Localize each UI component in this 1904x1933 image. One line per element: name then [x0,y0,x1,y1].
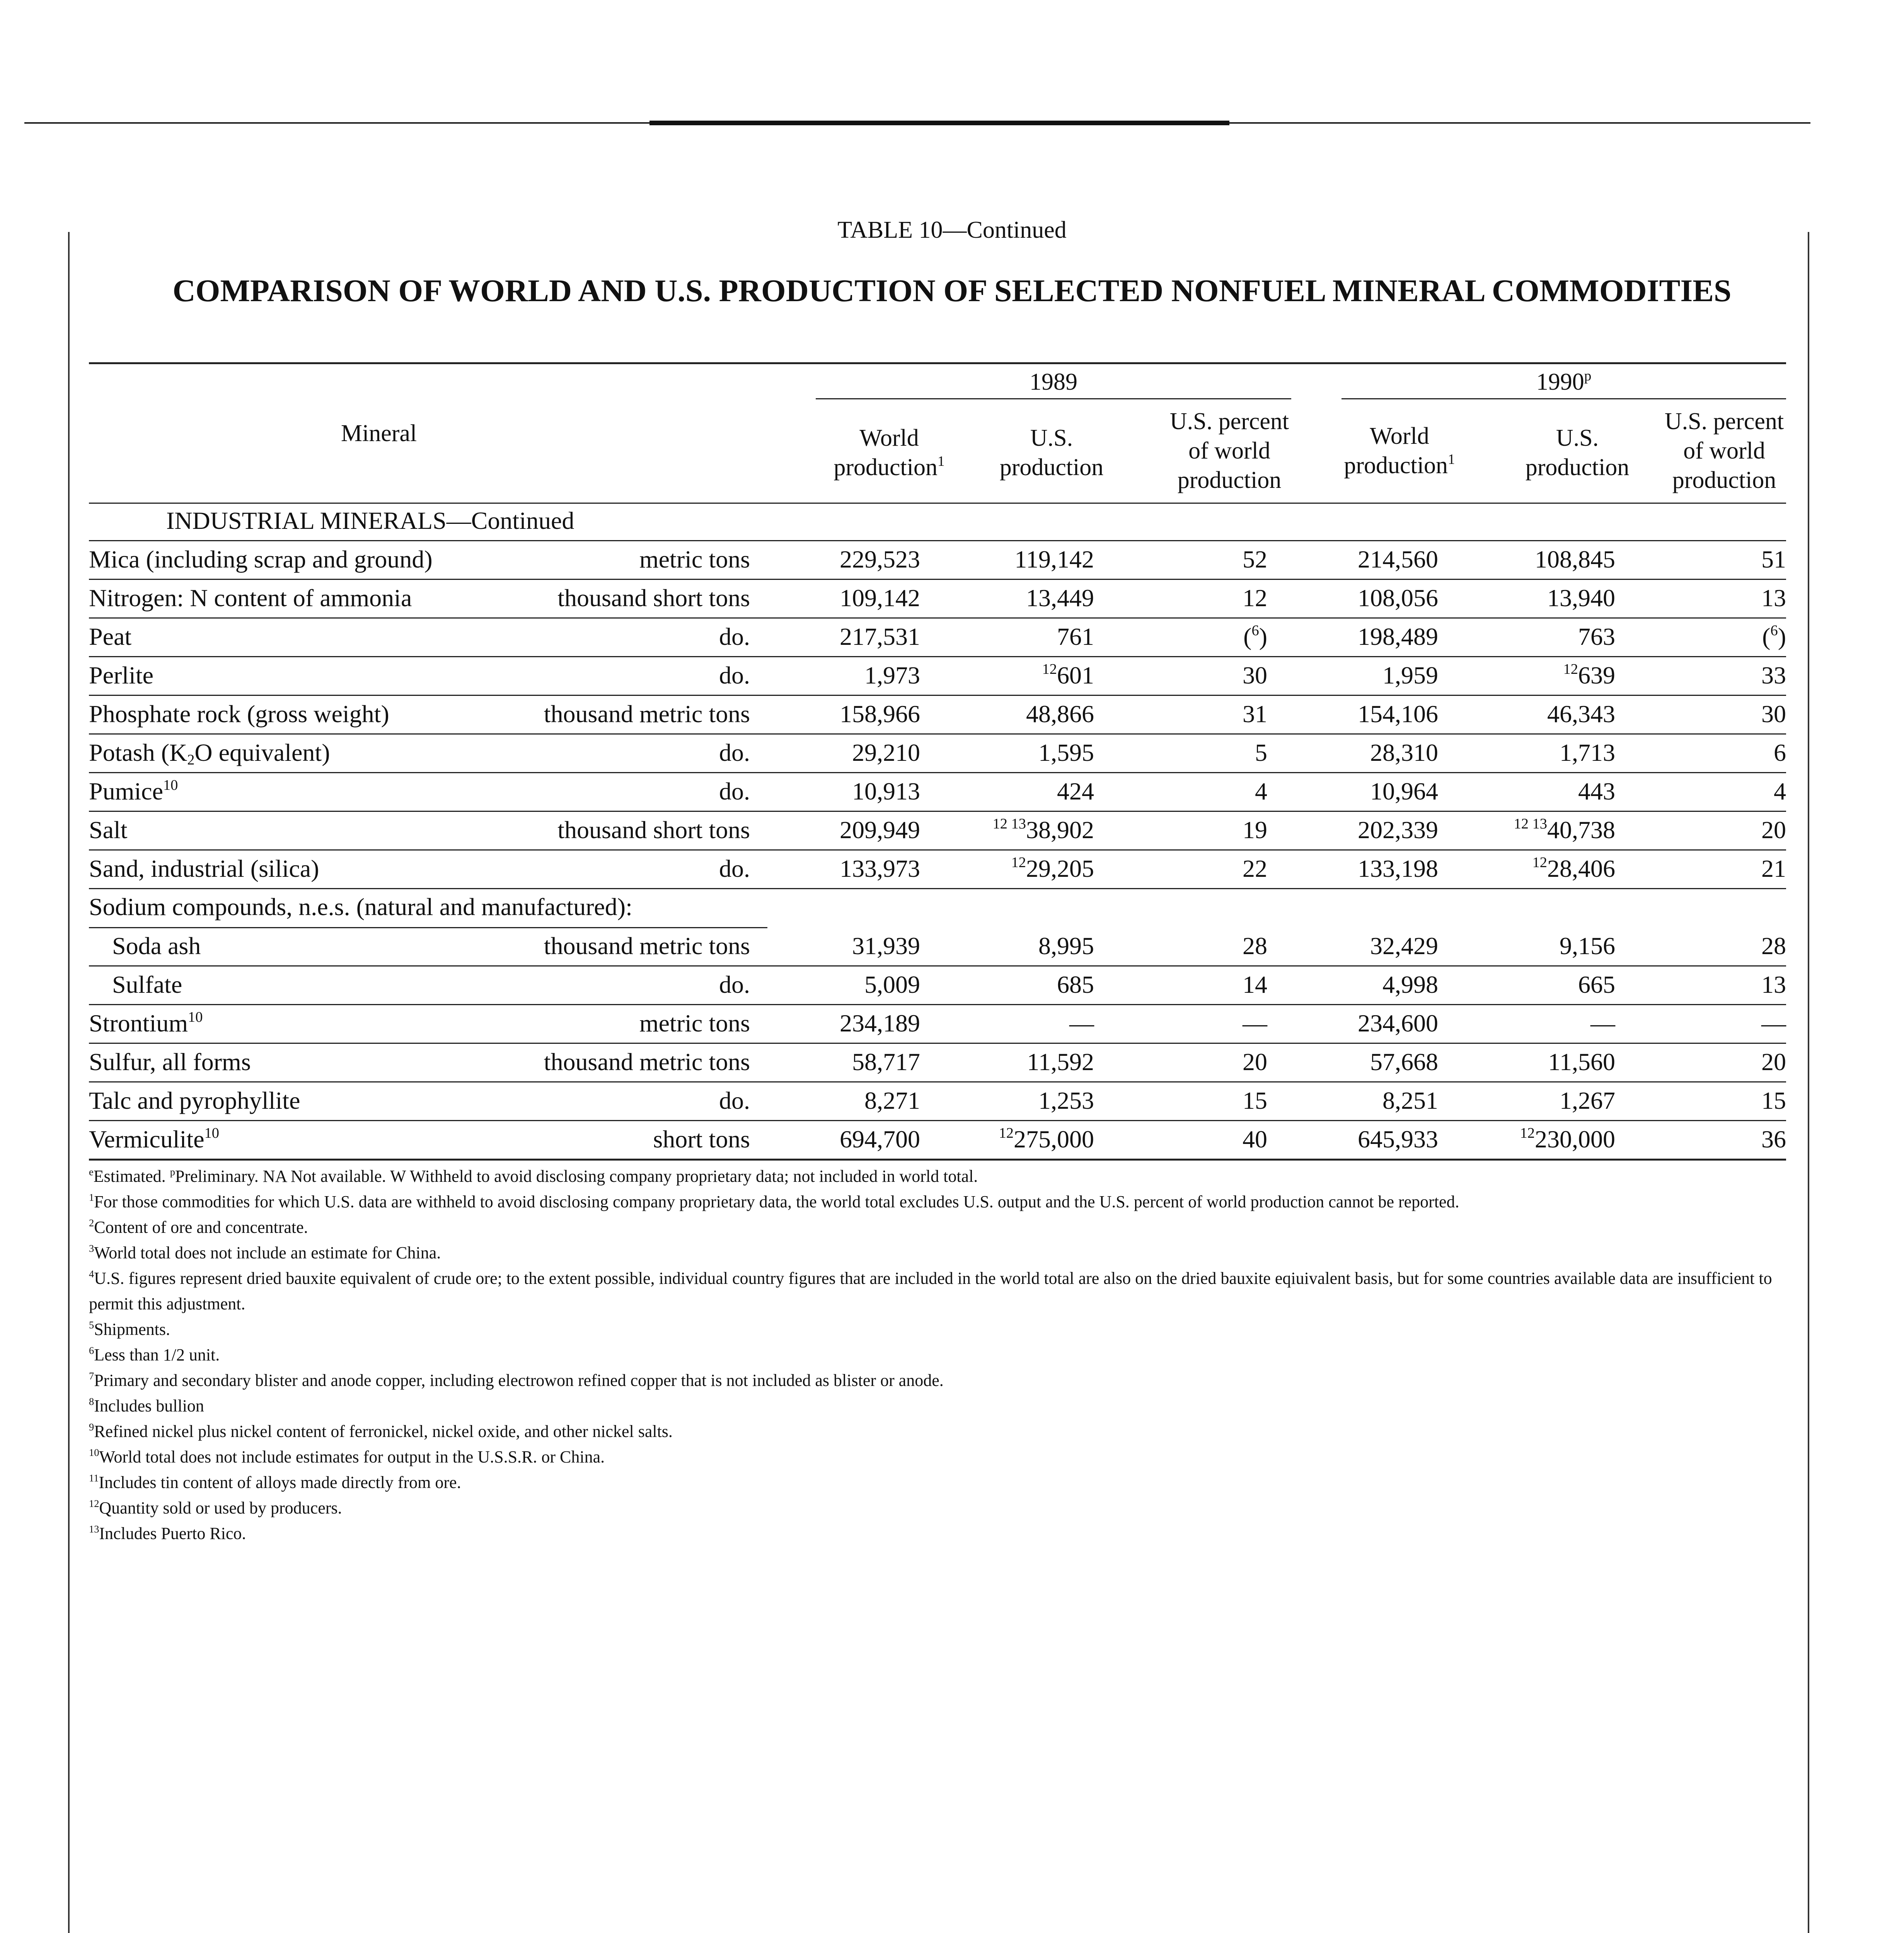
mineral-name: Pumice$^{10}$ [89,777,178,805]
us-production-1990: $^{12}$230,000 [1520,1125,1615,1153]
unit: do. [719,855,750,882]
mineral-name: Nitrogen: N content of ammonia [89,584,412,612]
us-production-1989: 48,866 [1026,700,1094,728]
us-percent-1989: 14 [1243,971,1267,998]
us-production-1990: 46,343 [1547,700,1615,728]
us-production-1989: $^{12}$275,000 [999,1125,1094,1153]
col-header-us-1990: U.S. production [1525,425,1630,481]
us-percent-1990: 33 [1761,661,1786,689]
mineral-name: Sulfur, all forms [89,1048,251,1076]
us-production-1990: 443 [1578,777,1615,805]
row-rule [89,656,1786,657]
footnote: $^7$Primary and secondary blister and anode copper, including electrowon refined copper that is not included as blister or anode. [89,1370,944,1390]
unit: do. [719,739,750,766]
us-percent-1990: 13 [1761,584,1786,612]
us-percent-1990: 20 [1761,1048,1786,1076]
us-production-1990: 11,560 [1548,1048,1615,1076]
year-1989: 1989 [1030,369,1077,395]
world-production-1989: 5,009 [864,971,920,998]
footnote: $^6$Less than 1/2 unit. [89,1344,220,1364]
mineral-name: Sulfate [112,971,182,998]
world-production-1990: 1,959 [1382,661,1438,689]
row-rule [89,772,1786,773]
us-percent-1990: 15 [1761,1087,1786,1114]
mineral-name: Peat [89,623,132,650]
us-production-1990: 665 [1578,971,1615,998]
footnote: $^{12}$Quantity sold or used by producers. [89,1497,342,1517]
unit: thousand metric tons [544,1048,750,1076]
us-production-1989: 761 [1057,623,1094,650]
footnote: $^1$For those commodities for which U.S. data are withheld to avoid disclosing company proprietary data, the world total excludes U.S. output and the U.S. percent of world production cannot be reported. [89,1191,1459,1211]
world-production-1990: 214,560 [1358,545,1438,573]
world-production-1990: 133,198 [1358,855,1438,882]
row-rule [89,1159,1786,1161]
us-percent-1990: 21 [1761,855,1786,882]
us-production-1989: 11,592 [1027,1048,1094,1076]
year-1990: 1990$^p$ [1536,368,1592,395]
us-percent-1990: ($^6$) [1762,622,1786,650]
us-percent-1989: 31 [1243,700,1267,728]
us-production-1989: 13,449 [1026,584,1094,612]
us-production-1989: 424 [1057,777,1094,805]
world-production-1989: 694,700 [840,1125,920,1153]
us-percent-1990: 51 [1761,545,1786,573]
us-production-1989: 1,595 [1038,739,1094,766]
world-production-1989: 217,531 [840,623,920,650]
us-production-1989: 8,995 [1038,932,1094,960]
world-production-1990: 28,310 [1370,739,1438,766]
row-rule [89,695,1786,696]
world-production-1989: 109,142 [840,584,920,612]
unit: do. [719,971,750,998]
us-production-1989: 685 [1057,971,1094,998]
us-percent-1990: 20 [1761,816,1786,844]
section-rule [89,540,1786,541]
us-production-1989: $^{12}$29,205 [1011,854,1094,882]
unit: metric tons [639,1009,750,1037]
mineral-name: Talc and pyrophyllite [89,1087,300,1114]
footnote: $^4$U.S. figures represent dried bauxite equivalent of crude ore; to the extent possible, individual country figures that are included in the world total are also on the dried bauxite eqiuivalent basis, but for some countries available data are insufficient to permit this adjustment. [89,1268,1772,1313]
mineral-name: Vermiculite$^{10}$ [89,1125,219,1153]
us-percent-1989: — [1243,1009,1267,1037]
us-production-1990: — [1590,1009,1615,1037]
mineral-name: Mica (including scrap and ground) [89,545,433,573]
us-percent-1990: 28 [1761,932,1786,960]
world-production-1989: 10,913 [852,777,920,805]
world-production-1990: 198,489 [1358,623,1438,650]
footnote: $^8$Includes bullion [89,1395,204,1415]
mineral-name: Salt [89,816,128,844]
us-production-1990: 1,267 [1560,1087,1615,1114]
footnote: $^5$Shipments. [89,1319,170,1339]
us-percent-1989: 20 [1243,1048,1267,1076]
world-production-1989: 209,949 [840,816,920,844]
us-percent-1989: 12 [1243,584,1267,612]
unit: do. [719,661,750,689]
mineral-name: Perlite [89,661,154,689]
us-production-1990: $^{12 13}$40,738 [1514,816,1615,844]
world-production-1989: 8,271 [864,1087,920,1114]
unit: thousand short tons [557,816,750,844]
us-percent-1989: 4 [1255,777,1267,805]
world-production-1989: 29,210 [852,739,920,766]
row-rule [89,849,1786,851]
us-percent-1989: 28 [1243,932,1267,960]
year2-rule [1341,398,1786,399]
world-production-1989: 58,717 [852,1048,920,1076]
us-production-1990: 763 [1578,623,1615,650]
sodium-compounds-header: Sodium compounds, n.e.s. (natural and manufactured): [89,893,632,920]
unit: do. [719,623,750,650]
col-header-world-1989: World production$^1$ [834,425,945,481]
world-production-1989: 133,973 [840,855,920,882]
world-production-1990: 234,600 [1358,1009,1438,1037]
us-production-1989: 119,142 [1014,545,1094,573]
us-production-1990: 9,156 [1560,932,1615,960]
world-production-1990: 32,429 [1370,932,1438,960]
world-production-1989: 158,966 [840,700,920,728]
us-percent-1989: 22 [1243,855,1267,882]
footnote: $^{11}$Includes tin content of alloys made directly from ore. [89,1472,461,1492]
world-production-1990: 645,933 [1358,1125,1438,1153]
footnote: $^3$World total does not include an estimate for China. [89,1242,441,1262]
row-rule [89,1120,1786,1121]
footnote: $^9$Refined nickel plus nickel content of ferronickel, nickel oxide, and other nickel salts. [89,1421,673,1441]
mineral-name: Soda ash [112,932,201,960]
unit: metric tons [639,545,750,573]
col-header-mineral: Mineral [341,420,417,447]
world-production-1990: 154,106 [1358,700,1438,728]
us-percent-1989: ($^6$) [1243,622,1267,650]
section-header: INDUSTRIAL MINERALS—Continued [166,507,574,534]
world-production-1990: 8,251 [1382,1087,1438,1114]
unit: short tons [653,1125,750,1153]
us-percent-1990: 6 [1774,739,1786,766]
us-percent-1989: 19 [1243,816,1267,844]
us-percent-1989: 30 [1243,661,1267,689]
row-rule [89,1043,1786,1044]
us-production-1989: $^{12 13}$38,902 [992,816,1094,844]
us-percent-1989: 52 [1243,545,1267,573]
us-percent-1989: 15 [1243,1087,1267,1114]
row-rule [89,965,1786,966]
row-rule [89,811,1786,812]
us-production-1990: $^{12}$28,406 [1532,854,1615,882]
us-percent-1989: 5 [1255,739,1267,766]
world-production-1990: 10,964 [1370,777,1438,805]
mineral-name: Sand, industrial (silica) [89,855,319,882]
col-header-pct-1990: U.S. percent of world production [1664,408,1784,493]
mineral-name: Phosphate rock (gross weight) [89,700,389,728]
footnote: $^{13}$Includes Puerto Rico. [89,1523,246,1543]
us-percent-1990: 36 [1761,1125,1786,1153]
us-production-1989: 1,253 [1038,1087,1094,1114]
unit: thousand metric tons [544,700,750,728]
col-header-world-1990: World production$^1$ [1344,423,1455,479]
us-percent-1990: 30 [1761,700,1786,728]
us-percent-1990: 4 [1774,777,1786,805]
top-rule-accent [649,121,1229,125]
world-production-1989: 1,973 [864,661,920,689]
us-percent-1990: 13 [1761,971,1786,998]
mineral-name: Strontium$^{10}$ [89,1009,203,1037]
world-production-1989: 31,939 [852,932,920,960]
footnote: $^{10}$World total does not include estimates for output in the U.S.S.R. or China. [89,1446,605,1466]
year1-rule [816,398,1291,399]
row-rule [89,617,1786,619]
us-production-1989: — [1069,1009,1094,1037]
us-percent-1989: 40 [1243,1125,1267,1153]
footnote: $^2$Content of ore and concentrate. [89,1217,308,1237]
footnote: $^e$Estimated. $^p$Preliminary. NA Not available. W Withheld to avoid disclosing company proprietary data; not included in world total. [89,1166,978,1186]
us-production-1990: $^{12}$639 [1563,661,1615,689]
us-production-1989: $^{12}$601 [1042,661,1094,689]
page-title: COMPARISON OF WORLD AND U.S. PRODUCTION OF SELECTED NONFUEL MINERAL COMMODITIES [172,273,1732,308]
unit: do. [719,1087,750,1114]
unit: do. [719,777,750,805]
us-production-1990: 1,713 [1560,739,1615,766]
header-bottom-rule [89,503,1786,504]
row-rule [89,733,1786,735]
world-production-1990: 202,339 [1358,816,1438,844]
row-rule [89,579,1786,580]
world-production-1990: 108,056 [1358,584,1438,612]
sodium-header-rule [89,927,767,928]
row-rule [89,1004,1786,1005]
header-top-rule [89,362,1786,364]
us-percent-1990: — [1761,1009,1786,1037]
table-label: TABLE 10—Continued [837,217,1067,243]
world-production-1989: 234,189 [840,1009,920,1037]
col-header-us-1989: U.S. production [999,425,1104,481]
world-production-1990: 4,998 [1382,971,1438,998]
row-rule [89,888,1786,889]
left-margin-bar [68,232,70,1933]
us-production-1990: 13,940 [1547,584,1615,612]
unit: thousand short tons [557,584,750,612]
world-production-1990: 57,668 [1370,1048,1438,1076]
mineral-name: Potash ($K_2O$ equivalent) [89,739,330,768]
col-header-pct-1989: U.S. percent of world production [1169,408,1289,493]
us-production-1990: 108,845 [1535,545,1615,573]
row-rule [89,1081,1786,1082]
world-production-1989: 229,523 [840,545,920,573]
unit: thousand metric tons [544,932,750,960]
